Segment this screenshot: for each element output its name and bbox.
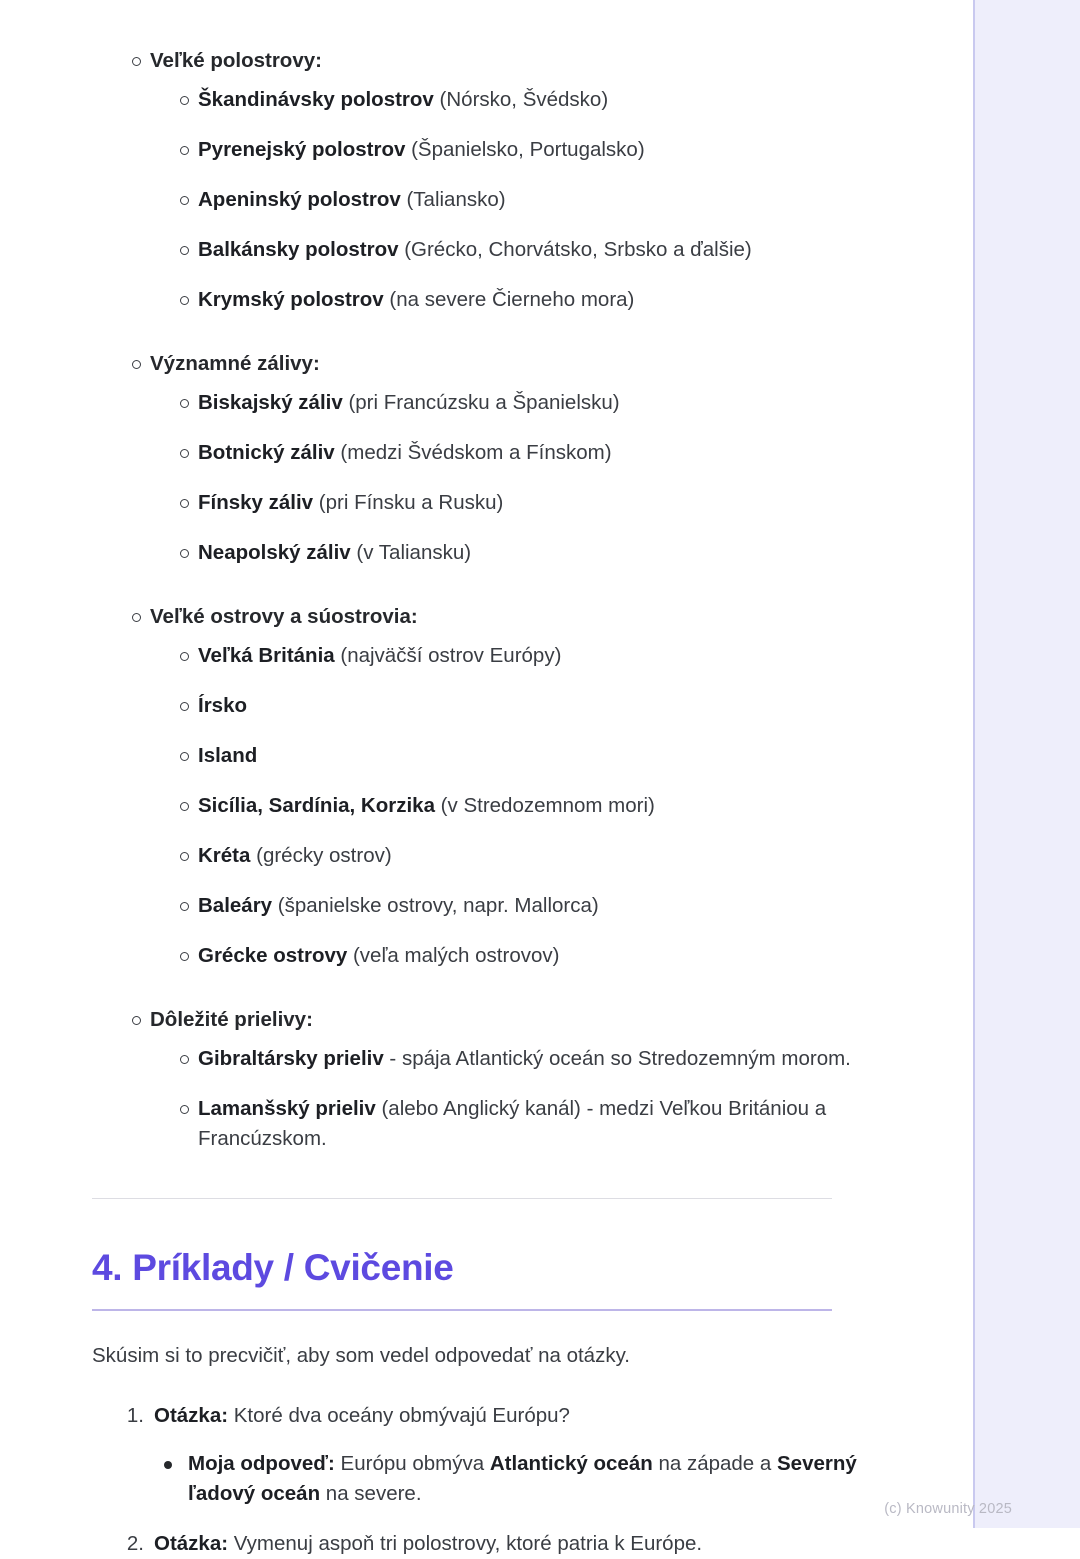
group-heading: Dôležité prielivy: <box>150 1008 313 1031</box>
page-title: 4. Príklady / Cvičenie <box>92 1247 454 1288</box>
list-item <box>150 741 920 771</box>
answer-part-3: na severe. <box>320 1482 422 1505</box>
term-detail: (Grécko, Chorvátsko, Srbsko a ďalšie) <box>398 238 752 261</box>
list-item <box>150 641 920 671</box>
term-detail: (na severe Čierneho mora) <box>383 288 635 311</box>
list-group-islands <box>92 602 920 971</box>
term-detail: (alebo Anglický kanál) - medzi Veľkou Britániou a Francúzskom. <box>198 1097 827 1150</box>
list-item <box>92 1401 920 1509</box>
group-heading: Veľké ostrovy a súostrovia: <box>150 605 418 628</box>
intro-paragraph: Skúsim si to precvičiť, aby som vedel odpovedať na otázky. <box>92 1344 630 1367</box>
term-label: Pyrenejský polostrov <box>198 138 406 161</box>
term-label: Sicília, Sardínia, Korzika <box>198 794 435 817</box>
outline-level-2 <box>150 1044 920 1154</box>
question-label: Otázka: <box>154 1404 229 1427</box>
term-detail: (medzi Švédskom a Fínskom) <box>334 441 612 464</box>
list-group-gulfs <box>92 349 920 568</box>
list-item <box>150 235 920 265</box>
term-label: Island <box>198 744 258 767</box>
heading-underline <box>92 1309 832 1311</box>
term-detail: (v Taliansku) <box>350 541 472 564</box>
list-item <box>150 135 920 165</box>
group-heading: Veľké polostrovy: <box>150 49 322 72</box>
outline-level-1 <box>92 602 920 971</box>
answer-bold-2: Severný ľadový oceán <box>188 1452 857 1505</box>
section-divider <box>92 1198 832 1199</box>
outline-level-2 <box>150 388 920 568</box>
term-label: Krymský polostrov <box>198 288 384 311</box>
list-item <box>150 891 920 921</box>
list-item <box>150 1094 920 1154</box>
list-item <box>150 538 920 568</box>
list-item <box>92 1005 920 1154</box>
list-item <box>150 1044 920 1074</box>
list-item <box>150 941 920 971</box>
term-detail: (španielske ostrovy, napr. Mallorca) <box>272 894 599 917</box>
term-detail: (v Stredozemnom mori) <box>434 794 655 817</box>
list-item <box>150 841 920 871</box>
term-detail: (Taliansko) <box>400 188 506 211</box>
term-label: Kréta <box>198 844 251 867</box>
list-item <box>154 1449 920 1509</box>
outline-level-1 <box>92 1005 920 1154</box>
list-item <box>150 791 920 821</box>
list-item <box>150 85 920 115</box>
term-detail: (najväčší ostrov Európy) <box>334 644 562 667</box>
document-content <box>0 46 1080 1154</box>
term-detail: (Španielsko, Portugalsko) <box>405 138 645 161</box>
answer-label: Moja odpoveď: <box>188 1452 335 1475</box>
answer-part-1: Európu obmýva <box>334 1452 490 1475</box>
term-label: Veľká Británia <box>198 644 335 667</box>
list-group-peninsulas <box>92 46 920 315</box>
term-detail: (pri Fínsku a Rusku) <box>313 491 504 514</box>
list-item <box>150 488 920 518</box>
question-text: Ktoré dva oceány obmývajú Európu? <box>228 1404 570 1427</box>
term-label: Baleáry <box>198 894 273 917</box>
term-detail: (Nórsko, Švédsko) <box>433 88 609 111</box>
outline-level-2 <box>150 85 920 315</box>
list-item <box>150 285 920 315</box>
watermark: (c) Knowunity 2025 <box>884 1501 1012 1517</box>
list-item <box>150 438 920 468</box>
term-label: Biskajský záliv <box>198 391 343 414</box>
group-heading: Významné zálivy: <box>150 352 320 375</box>
term-detail: (veľa malých ostrovov) <box>347 944 560 967</box>
term-label: Fínsky záliv <box>198 491 314 514</box>
outline-level-1 <box>92 349 920 568</box>
list-item <box>150 185 920 215</box>
term-detail: - spája Atlantický oceán so Stredozemným morom. <box>383 1047 851 1070</box>
answer-part-2: na západe a <box>652 1452 777 1475</box>
term-label: Grécke ostrovy <box>198 944 348 967</box>
term-detail: (pri Francúzsku a Španielsku) <box>342 391 620 414</box>
term-label: Gibraltársky prieliv <box>198 1047 384 1070</box>
answer-list <box>154 1449 920 1509</box>
list-group-straits <box>92 1005 920 1154</box>
term-detail: (grécky ostrov) <box>250 844 392 867</box>
list-item <box>92 46 920 315</box>
answer-bold-1: Atlantický oceán <box>489 1452 653 1475</box>
term-label: Balkánsky polostrov <box>198 238 399 261</box>
term-label: Neapolský záliv <box>198 541 351 564</box>
term-label: Škandinávsky polostrov <box>198 88 434 111</box>
list-item <box>150 388 920 418</box>
list-item <box>92 1529 920 1559</box>
question-label: Otázka: <box>154 1532 229 1555</box>
outline-level-1 <box>92 46 920 315</box>
list-item <box>92 349 920 568</box>
term-label: Lamanšský prieliv <box>198 1097 376 1120</box>
list-item <box>92 602 920 971</box>
term-label: Apeninský polostrov <box>198 188 401 211</box>
term-label: Botnický záliv <box>198 441 335 464</box>
term-label: Írsko <box>198 694 247 717</box>
question-list <box>92 1401 920 1559</box>
list-item <box>150 691 920 721</box>
question-text: Vymenuj aspoň tri polostrovy, ktoré patria k Európe. <box>228 1532 703 1555</box>
outline-level-2 <box>150 641 920 971</box>
